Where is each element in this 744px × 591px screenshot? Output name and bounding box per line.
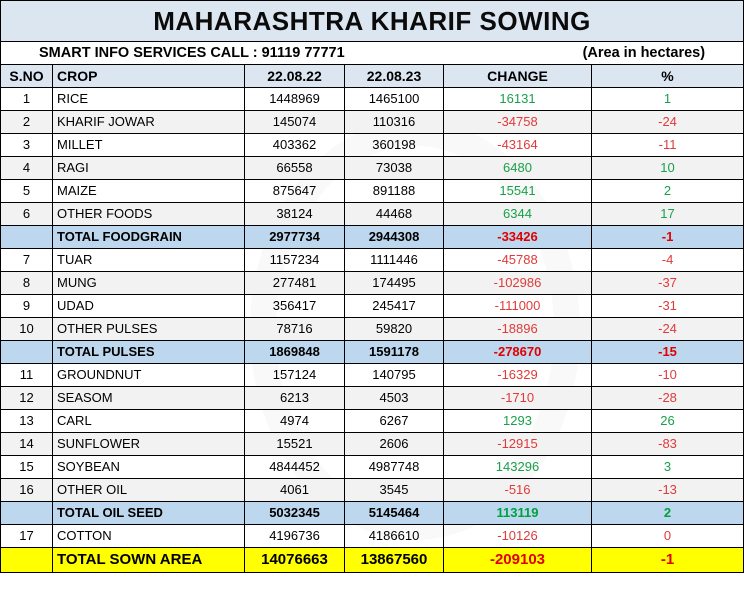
- header-date-2022: 22.08.22: [245, 65, 345, 88]
- header-date-2023: 22.08.23: [345, 65, 444, 88]
- cell-change: -516: [444, 479, 592, 502]
- table-row: [1, 318, 744, 341]
- header-sno: S.NO: [1, 65, 53, 88]
- cell-value-2022: 403362: [245, 134, 345, 157]
- cell-change: -33426: [444, 226, 592, 249]
- cell-change: -278670: [444, 341, 592, 364]
- cell-change: -43164: [444, 134, 592, 157]
- cell-change: -111000: [444, 295, 592, 318]
- cell-value-2023: 6267: [345, 410, 444, 433]
- cell-sno: 16: [1, 479, 53, 502]
- cell-sno: 15: [1, 456, 53, 479]
- cell-value-2023: 891188: [345, 180, 444, 203]
- cell-value-2023: 59820: [345, 318, 444, 341]
- info-bar: [1, 42, 744, 65]
- cell-sno: 10: [1, 318, 53, 341]
- cell-crop: SOYBEAN: [53, 456, 245, 479]
- cell-crop: TUAR: [53, 249, 245, 272]
- cell-percent: 17: [592, 203, 744, 226]
- cell-change: -45788: [444, 249, 592, 272]
- cell-change: 6480: [444, 157, 592, 180]
- cell-sno: 14: [1, 433, 53, 456]
- cell-value-2023: 1111446: [345, 249, 444, 272]
- table-row: [1, 203, 744, 226]
- cell-crop: MAIZE: [53, 180, 245, 203]
- cell-crop: TOTAL SOWN AREA: [53, 548, 245, 573]
- cell-percent: -15: [592, 341, 744, 364]
- cell-change: 15541: [444, 180, 592, 203]
- cell-crop: TOTAL PULSES: [53, 341, 245, 364]
- cell-sno: 6: [1, 203, 53, 226]
- cell-sno: 9: [1, 295, 53, 318]
- cell-value-2023: 13867560: [345, 548, 444, 573]
- cell-percent: 3: [592, 456, 744, 479]
- cell-value-2022: 4974: [245, 410, 345, 433]
- cell-percent: -83: [592, 433, 744, 456]
- cell-crop: TOTAL FOODGRAIN: [53, 226, 245, 249]
- cell-percent: 1: [592, 88, 744, 111]
- cell-sno: 13: [1, 410, 53, 433]
- table-row: [1, 157, 744, 180]
- table-row: [1, 249, 744, 272]
- cell-sno: 12: [1, 387, 53, 410]
- header-change: CHANGE: [444, 65, 592, 88]
- header-row: [1, 65, 744, 88]
- cell-change: 16131: [444, 88, 592, 111]
- table-row: [1, 134, 744, 157]
- cell-value-2022: 15521: [245, 433, 345, 456]
- cell-sno: 8: [1, 272, 53, 295]
- table-row: [1, 387, 744, 410]
- cell-value-2023: 2944308: [345, 226, 444, 249]
- table-row: [1, 180, 744, 203]
- cell-percent: -24: [592, 111, 744, 134]
- cell-change: -102986: [444, 272, 592, 295]
- cell-percent: -13: [592, 479, 744, 502]
- cell-crop: UDAD: [53, 295, 245, 318]
- cell-value-2023: 3545: [345, 479, 444, 502]
- cell-sno: 11: [1, 364, 53, 387]
- cell-sno: 7: [1, 249, 53, 272]
- cell-value-2022: 4196736: [245, 525, 345, 548]
- cell-value-2022: 38124: [245, 203, 345, 226]
- cell-value-2022: 356417: [245, 295, 345, 318]
- cell-crop: CARL: [53, 410, 245, 433]
- cell-percent: 2: [592, 180, 744, 203]
- cell-sno: [1, 226, 53, 249]
- cell-sno: 2: [1, 111, 53, 134]
- cell-value-2023: 73038: [345, 157, 444, 180]
- cell-change: -34758: [444, 111, 592, 134]
- cell-value-2022: 14076663: [245, 548, 345, 573]
- cell-crop: OTHER OIL: [53, 479, 245, 502]
- cell-percent: -1: [592, 226, 744, 249]
- table-row: [1, 410, 744, 433]
- cell-value-2023: 174495: [345, 272, 444, 295]
- table-row: [1, 295, 744, 318]
- cell-change: -209103: [444, 548, 592, 573]
- cell-value-2022: 4844452: [245, 456, 345, 479]
- cell-value-2022: 6213: [245, 387, 345, 410]
- cell-value-2022: 157124: [245, 364, 345, 387]
- cell-change: 1293: [444, 410, 592, 433]
- cell-value-2022: 145074: [245, 111, 345, 134]
- cell-percent: -28: [592, 387, 744, 410]
- table-row: [1, 479, 744, 502]
- cell-value-2023: 4503: [345, 387, 444, 410]
- contact-info: SMART INFO SERVICES CALL : 91119 77771: [39, 45, 345, 61]
- cell-crop: SUNFLOWER: [53, 433, 245, 456]
- cell-change: 113119: [444, 502, 592, 525]
- cell-percent: -11: [592, 134, 744, 157]
- cell-crop: SEASOM: [53, 387, 245, 410]
- area-unit-note: (Area in hectares): [582, 45, 706, 61]
- cell-value-2023: 5145464: [345, 502, 444, 525]
- total-row: [1, 502, 744, 525]
- cell-change: -18896: [444, 318, 592, 341]
- cell-sno: 17: [1, 525, 53, 548]
- cell-sno: [1, 502, 53, 525]
- cell-percent: -1: [592, 548, 744, 573]
- table-row: [1, 433, 744, 456]
- cell-change: 143296: [444, 456, 592, 479]
- cell-value-2023: 1465100: [345, 88, 444, 111]
- grand-total-row: [1, 548, 744, 573]
- table-row: [1, 272, 744, 295]
- cell-value-2022: 66558: [245, 157, 345, 180]
- table-row: [1, 364, 744, 387]
- header-crop: CROP: [53, 65, 245, 88]
- cell-value-2022: 277481: [245, 272, 345, 295]
- cell-percent: -31: [592, 295, 744, 318]
- cell-value-2023: 1591178: [345, 341, 444, 364]
- cell-value-2022: 1448969: [245, 88, 345, 111]
- cell-value-2022: 1869848: [245, 341, 345, 364]
- cell-sno: 5: [1, 180, 53, 203]
- cell-value-2023: 245417: [345, 295, 444, 318]
- cell-sno: [1, 548, 53, 573]
- total-row: [1, 226, 744, 249]
- cell-percent: 2: [592, 502, 744, 525]
- total-row: [1, 341, 744, 364]
- cell-percent: -37: [592, 272, 744, 295]
- cell-value-2023: 110316: [345, 111, 444, 134]
- cell-crop: KHARIF JOWAR: [53, 111, 245, 134]
- cell-change: -10126: [444, 525, 592, 548]
- cell-percent: -4: [592, 249, 744, 272]
- cell-value-2022: 78716: [245, 318, 345, 341]
- cell-value-2022: 875647: [245, 180, 345, 203]
- cell-value-2023: 140795: [345, 364, 444, 387]
- cell-value-2022: 2977734: [245, 226, 345, 249]
- table-row: [1, 88, 744, 111]
- cell-sno: 3: [1, 134, 53, 157]
- cell-crop: RICE: [53, 88, 245, 111]
- cell-value-2023: 4987748: [345, 456, 444, 479]
- cell-value-2022: 5032345: [245, 502, 345, 525]
- cell-value-2022: 1157234: [245, 249, 345, 272]
- cell-percent: -10: [592, 364, 744, 387]
- cell-crop: OTHER PULSES: [53, 318, 245, 341]
- cell-crop: OTHER FOODS: [53, 203, 245, 226]
- cell-value-2022: 4061: [245, 479, 345, 502]
- cell-crop: TOTAL OIL SEED: [53, 502, 245, 525]
- cell-sno: [1, 341, 53, 364]
- cell-value-2023: 44468: [345, 203, 444, 226]
- cell-crop: MILLET: [53, 134, 245, 157]
- cell-value-2023: 360198: [345, 134, 444, 157]
- cell-sno: 1: [1, 88, 53, 111]
- cell-crop: RAGI: [53, 157, 245, 180]
- cell-change: -12915: [444, 433, 592, 456]
- cell-change: -1710: [444, 387, 592, 410]
- cell-value-2023: 2606: [345, 433, 444, 456]
- cell-change: 6344: [444, 203, 592, 226]
- cell-crop: MUNG: [53, 272, 245, 295]
- cell-crop: COTTON: [53, 525, 245, 548]
- cell-percent: 0: [592, 525, 744, 548]
- report-title: MAHARASHTRA KHARIF SOWING: [1, 1, 744, 42]
- cell-percent: 26: [592, 410, 744, 433]
- cell-change: -16329: [444, 364, 592, 387]
- cell-sno: 4: [1, 157, 53, 180]
- cell-percent: -24: [592, 318, 744, 341]
- cell-crop: GROUNDNUT: [53, 364, 245, 387]
- cell-percent: 10: [592, 157, 744, 180]
- header-percent: %: [592, 65, 744, 88]
- table-row: [1, 111, 744, 134]
- table-row: [1, 525, 744, 548]
- cell-value-2023: 4186610: [345, 525, 444, 548]
- table-row: [1, 456, 744, 479]
